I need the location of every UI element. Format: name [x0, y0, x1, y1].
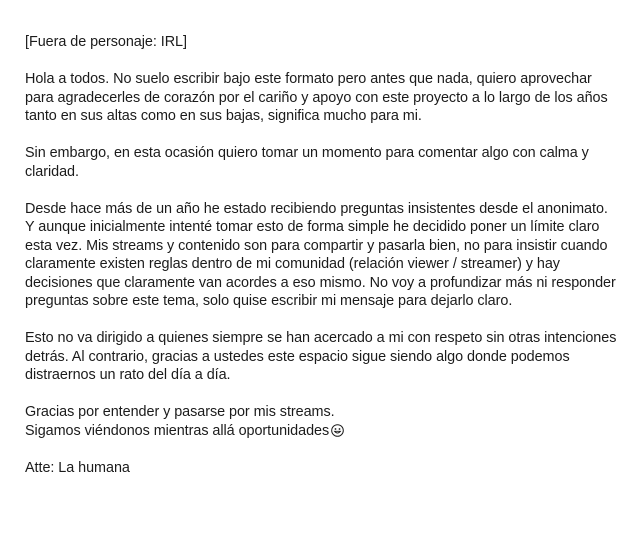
- text-line: Sin embargo, en esta ocasión quiero tomar un momento para comentar algo con calma y: [25, 145, 589, 161]
- signature-block: [25, 459, 625, 478]
- closing-text: Sigamos viéndonos mientras allá oportunidades: [25, 422, 330, 439]
- document-body: [25, 33, 625, 496]
- text-line: Esto no va dirigido a quienes siempre se han acercado a mi con respeto sin otras intenciones: [25, 330, 617, 346]
- text-line: claramente existen reglas dentro de mi comunidad (relación viewer / streamer) y hay: [25, 256, 560, 272]
- text-line: Y aunque inicialmente intenté tomar esto de forma simple he decidido poner un límite claro: [25, 219, 600, 235]
- paragraph-main: [25, 200, 625, 311]
- smiley-face-icon: [331, 424, 344, 437]
- paragraph-greeting: [25, 70, 625, 126]
- text-line: decisiones que claramente van acordes a eso mismo. No voy a profundizar más ni responder: [25, 274, 616, 291]
- paragraph-intro: [25, 144, 625, 181]
- text-line: detrás. Al contrario, gracias a ustedes este espacio sigue siendo algo donde podemos: [25, 348, 570, 365]
- text-line: Hola a todos. No suelo escribir bajo este formato pero antes que nada, quiero aprovechar: [25, 71, 592, 87]
- text-line: para agradecerles de corazón por el cariño y apoyo con este proyecto a lo largo de los años: [25, 89, 608, 106]
- signature-text: Atte: La humana: [25, 459, 130, 476]
- header-text: [Fuera de personaje: IRL]: [25, 34, 187, 50]
- text-line-with-emoji: [25, 422, 625, 441]
- text-line: preguntas sobre este tema, solo quise escribir mi mensaje para dejarlo claro.: [25, 293, 513, 309]
- paragraph-thanks: [25, 403, 625, 440]
- text-line: tanto en sus altas como en sus bajas, significa mucho para mi.: [25, 108, 422, 124]
- text-line: distraernos un rato del día a día.: [25, 367, 231, 383]
- paragraph-clarification: [25, 329, 625, 385]
- text-line: esta vez. Mis streams y contenido son para compartir y pasarla bien, no para insistir cuando: [25, 237, 608, 254]
- header-line: [25, 33, 625, 52]
- text-line: Desde hace más de un año he estado recibiendo preguntas insistentes desde el anonimato.: [25, 200, 608, 217]
- text-line: Gracias por entender y pasarse por mis streams.: [25, 404, 335, 420]
- text-line: claridad.: [25, 163, 79, 180]
